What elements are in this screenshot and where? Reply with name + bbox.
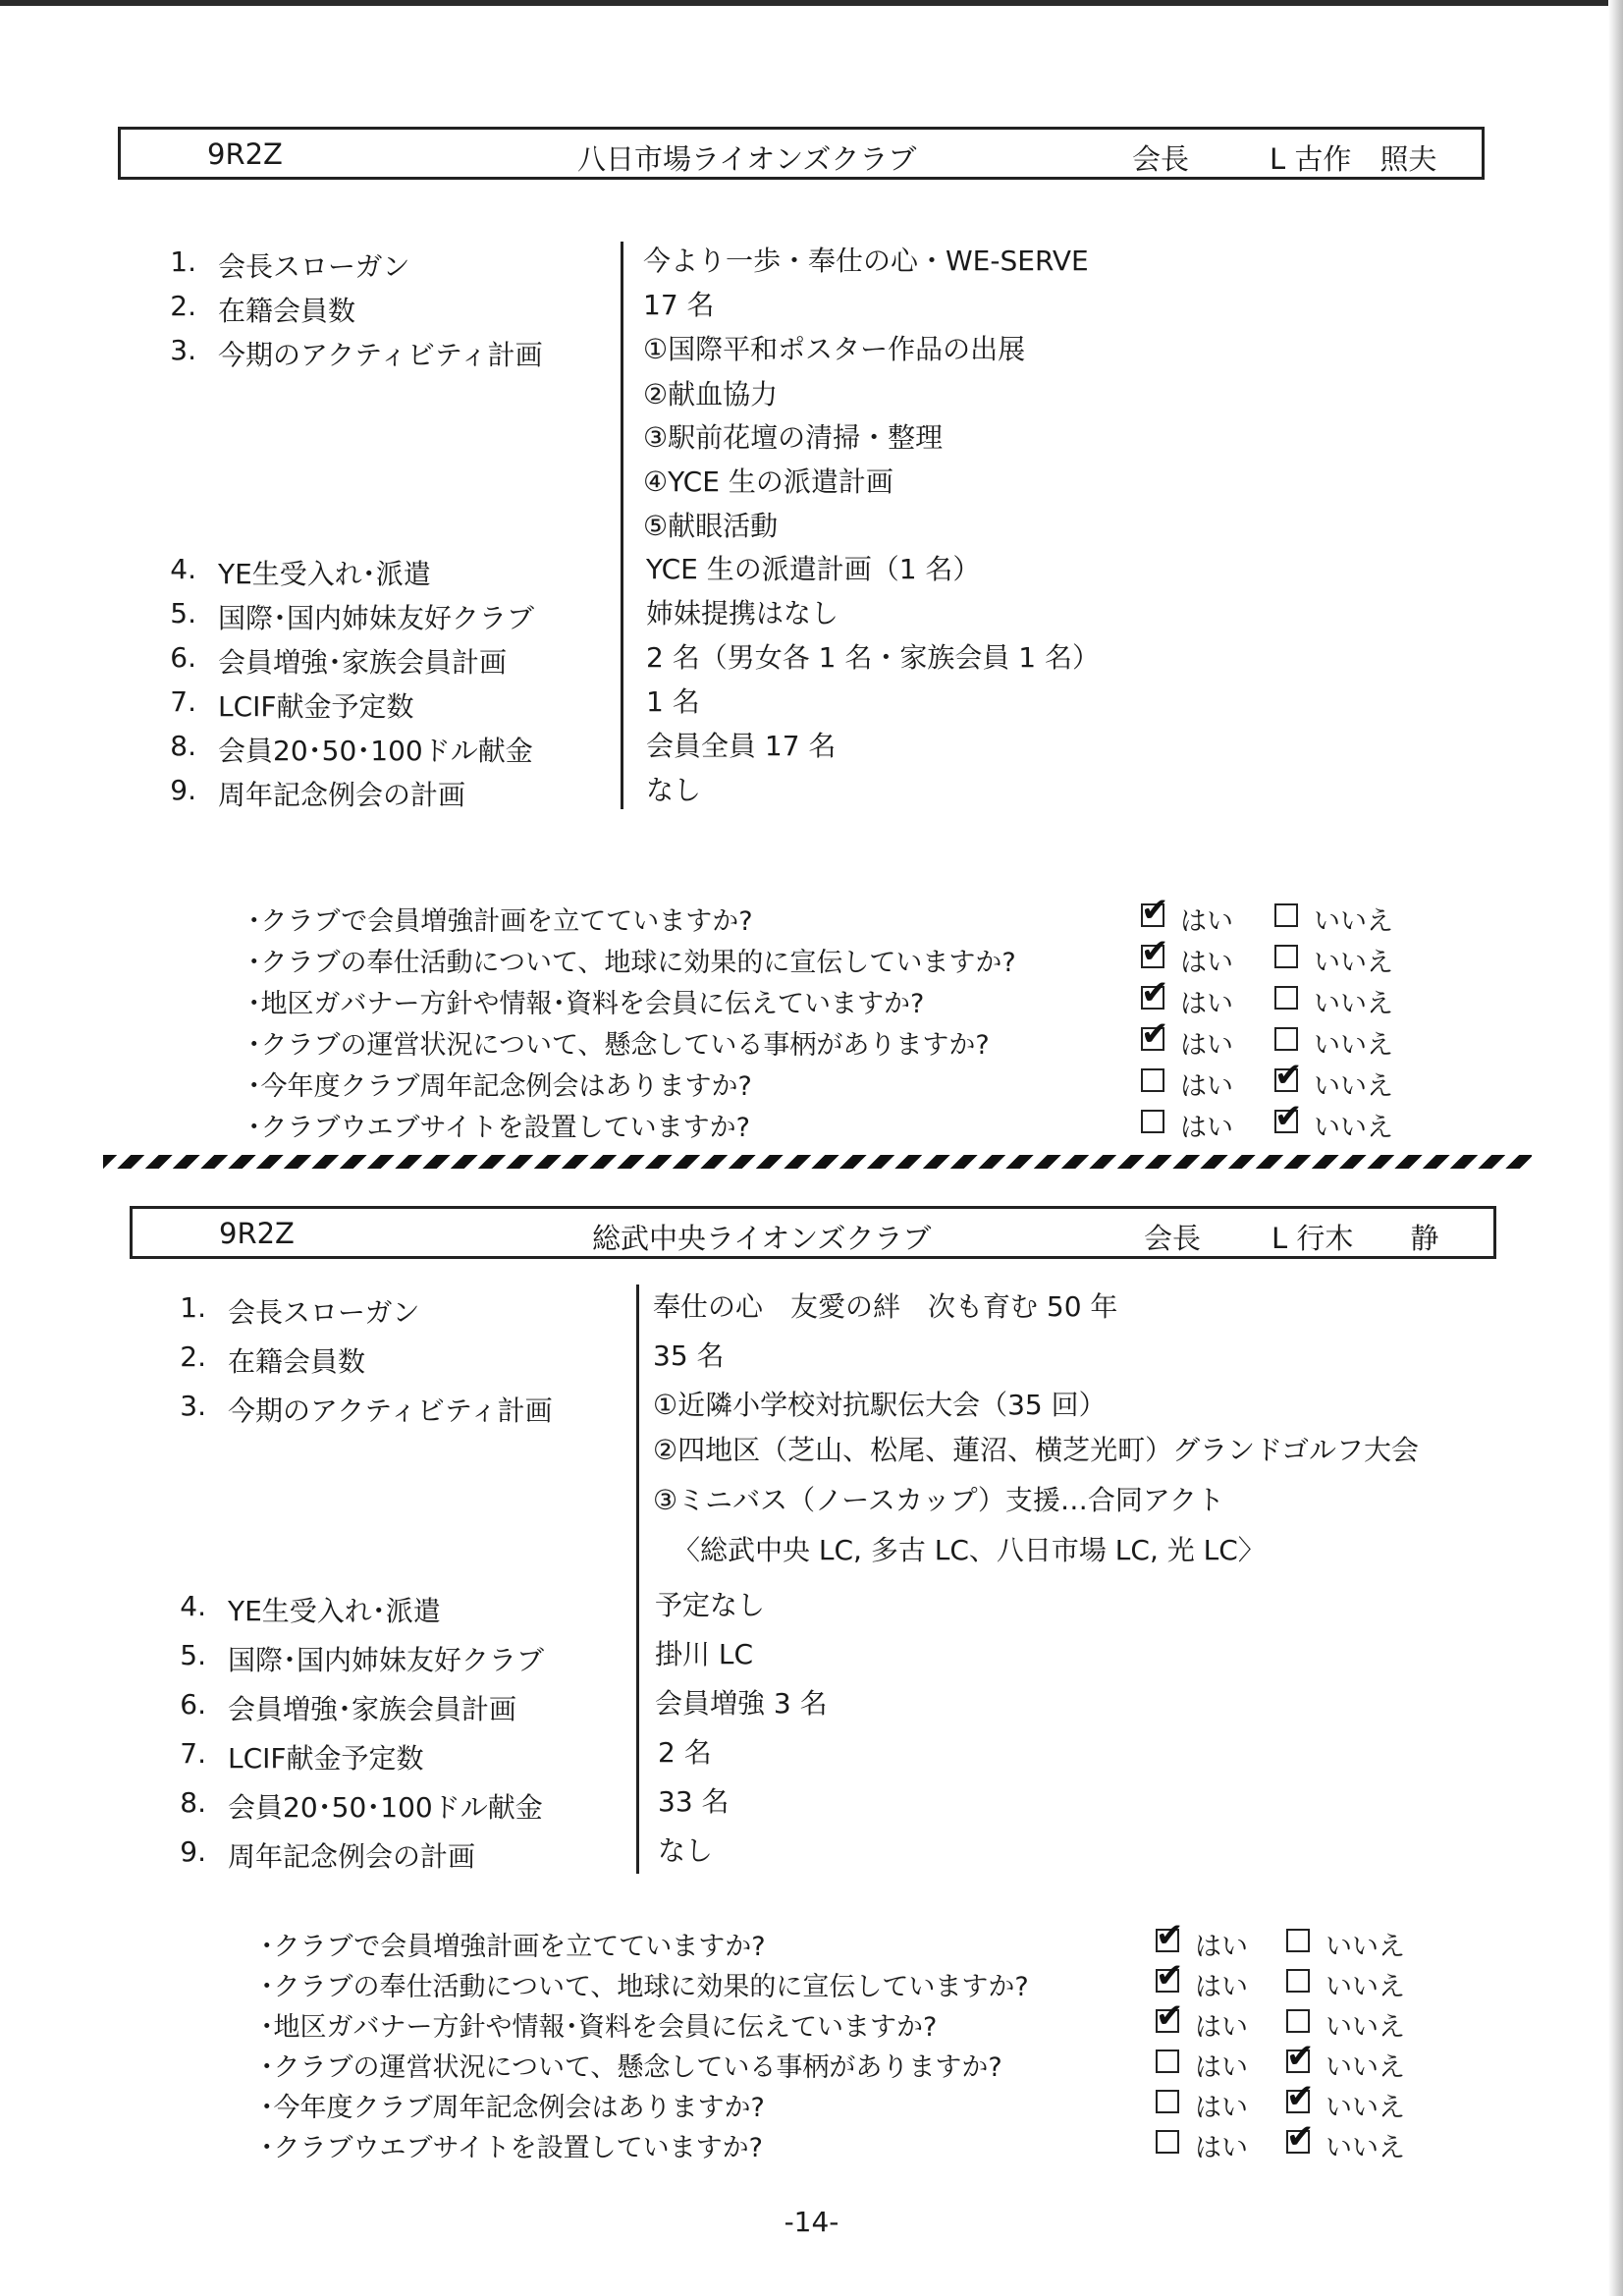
item-value: YCE 生の派遣計画（1 名） [646, 553, 981, 585]
items-divider-line [636, 1285, 639, 1874]
item-label: 会長スローガン [218, 250, 410, 283]
no-label: いいえ [1325, 2093, 1405, 2123]
check-mark-icon: ✔ [1156, 1996, 1184, 2036]
no-checkbox[interactable] [1274, 903, 1298, 927]
question-text: ･クラブの奉仕活動について、地球に効果的に宣伝していますか? [247, 948, 1016, 978]
no-checkbox[interactable] [1286, 1969, 1310, 1993]
item-value: ②四地区（芝山、松尾、蓮沼、横芝光町）グランドゴルフ大会 [653, 1434, 1419, 1466]
yes-label: はい [1195, 1932, 1248, 1962]
no-checkbox[interactable] [1286, 2009, 1310, 2033]
item-number: 4. [180, 1590, 206, 1622]
question-text: ･クラブで会員増強計画を立てていますか? [260, 1932, 766, 1962]
item-label: LCIF献金予定数 [228, 1742, 424, 1775]
zone-code: 9R2Z [219, 1217, 295, 1250]
yes-checkbox[interactable] [1141, 1068, 1164, 1092]
check-mark-icon: ✔ [1286, 2077, 1315, 2116]
item-value: ③ミニバス（ノースカップ）支援…合同アクト [653, 1484, 1225, 1516]
no-checkbox[interactable] [1274, 986, 1298, 1010]
president-name: L 行木 静 [1271, 1222, 1439, 1255]
no-label: いいえ [1314, 1113, 1393, 1143]
item-value: ④YCE 生の派遣計画 [643, 465, 893, 498]
item-label: 国際･国内姉妹友好クラブ [218, 602, 535, 634]
item-label: 今期のアクティビティ計画 [228, 1394, 553, 1427]
item-number: 2. [170, 290, 196, 322]
question-text: ･今年度クラブ周年記念例会はありますか? [260, 2093, 765, 2123]
page-right-edge [1608, 0, 1623, 2296]
zone-code: 9R2Z [207, 137, 283, 171]
no-label: いいえ [1314, 1030, 1393, 1061]
item-value: 奉仕の心 友愛の絆 次も育む 50 年 [653, 1290, 1118, 1323]
page-number: -14- [784, 2206, 839, 2238]
check-mark-icon: ✔ [1156, 1916, 1184, 1955]
no-checkbox[interactable] [1274, 1056, 1303, 1095]
item-value: なし [646, 774, 702, 806]
no-label: いいえ [1325, 2052, 1405, 2083]
role-label: 会長 [1144, 1222, 1202, 1255]
yes-checkbox[interactable] [1141, 932, 1169, 971]
question-text: ･クラブの奉仕活動について、地球に効果的に宣伝していますか? [260, 1972, 1029, 2002]
no-label: いいえ [1325, 2012, 1405, 2043]
item-value: ①国際平和ポスター作品の出展 [643, 333, 1026, 365]
item-number: 1. [170, 246, 196, 278]
check-mark-icon: ✔ [1141, 1014, 1169, 1054]
no-label: いいえ [1314, 948, 1393, 978]
yes-checkbox[interactable] [1156, 2130, 1179, 2154]
item-value: 会員全員 17 名 [646, 730, 837, 762]
question-text: ･地区ガバナー方針や情報･資料を会員に伝えていますか? [260, 2012, 938, 2043]
question-text: ･クラブで会員増強計画を立てていますか? [247, 906, 753, 937]
check-mark-icon: ✔ [1274, 1097, 1303, 1136]
item-label: 周年記念例会の計画 [228, 1840, 476, 1873]
yes-label: はい [1180, 1113, 1233, 1143]
question-text: ･クラブウエブサイトを設置していますか? [260, 2133, 763, 2163]
check-mark-icon: ✔ [1156, 1956, 1184, 1995]
no-checkbox[interactable] [1286, 2077, 1315, 2116]
role-label: 会長 [1132, 142, 1190, 176]
item-number: 1. [180, 1291, 206, 1324]
check-mark-icon: ✔ [1274, 1056, 1303, 1095]
item-number: 2. [180, 1340, 206, 1373]
club-header [118, 127, 1485, 180]
yes-checkbox[interactable] [1141, 1014, 1169, 1054]
no-checkbox[interactable] [1286, 2037, 1315, 2076]
item-value: 予定なし [655, 1589, 766, 1621]
item-number: 5. [170, 597, 196, 629]
club-name: 八日市場ライオンズクラブ [577, 142, 917, 176]
item-number: 8. [170, 730, 196, 762]
item-number: 3. [170, 334, 196, 366]
item-value: 17 名 [643, 289, 715, 321]
item-number: 9. [170, 774, 196, 806]
item-label: 会員20･50･100ドル献金 [228, 1791, 543, 1824]
yes-checkbox[interactable] [1141, 973, 1169, 1012]
yes-label: はい [1195, 2012, 1248, 2043]
no-checkbox[interactable] [1274, 945, 1298, 968]
yes-label: はい [1180, 1071, 1233, 1102]
item-number: 9. [180, 1835, 206, 1868]
check-mark-icon: ✔ [1286, 2117, 1315, 2157]
yes-label: はい [1180, 906, 1233, 937]
item-value: 2 名 [658, 1736, 712, 1769]
club-header [130, 1206, 1496, 1259]
yes-checkbox[interactable] [1141, 891, 1169, 930]
president-name: L 古作 照夫 [1270, 142, 1437, 176]
item-number: 7. [170, 685, 196, 718]
item-value: ⑤献眼活動 [643, 510, 779, 542]
item-value: 掛川 LC [655, 1638, 754, 1670]
yes-label: はい [1180, 948, 1233, 978]
item-value: ②献血協力 [643, 378, 779, 410]
item-number: 4. [170, 553, 196, 585]
question-text: ･クラブウエブサイトを設置していますか? [247, 1113, 750, 1143]
no-checkbox[interactable] [1286, 2117, 1315, 2157]
item-value: 33 名 [658, 1785, 730, 1818]
yes-label: はい [1195, 2133, 1248, 2163]
item-label: 会長スローガン [228, 1296, 420, 1329]
question-text: ･地区ガバナー方針や情報･資料を会員に伝えていますか? [247, 989, 925, 1019]
yes-checkbox[interactable] [1156, 2050, 1179, 2073]
item-value: 会員増強 3 名 [655, 1687, 828, 1720]
check-mark-icon: ✔ [1141, 932, 1169, 971]
item-label: 国際･国内姉妹友好クラブ [228, 1644, 545, 1676]
item-label: LCIF献金予定数 [218, 690, 414, 723]
item-value: 1 名 [646, 685, 700, 718]
no-label: いいえ [1325, 1932, 1405, 1962]
yes-label: はい [1180, 989, 1233, 1019]
no-label: いいえ [1314, 989, 1393, 1019]
yes-checkbox[interactable] [1156, 2090, 1179, 2113]
item-label: 今期のアクティビティ計画 [218, 339, 543, 371]
check-mark-icon: ✔ [1141, 973, 1169, 1012]
section-divider [103, 1155, 1532, 1169]
question-text: ･クラブの運営状況について、懸念している事柄がありますか? [260, 2052, 1002, 2083]
no-checkbox[interactable] [1274, 1027, 1298, 1051]
yes-label: はい [1195, 2052, 1248, 2083]
item-number: 3. [180, 1390, 206, 1422]
item-number: 6. [180, 1688, 206, 1721]
item-number: 8. [180, 1786, 206, 1819]
item-label: 周年記念例会の計画 [218, 779, 466, 811]
item-label: 在籍会員数 [228, 1345, 366, 1378]
item-label: 会員20･50･100ドル献金 [218, 735, 533, 767]
item-value: 35 名 [653, 1339, 725, 1372]
no-label: いいえ [1325, 2133, 1405, 2163]
item-value: 姉妹提携はなし [646, 597, 839, 629]
no-label: いいえ [1314, 906, 1393, 937]
yes-label: はい [1195, 1972, 1248, 2002]
item-label: YE生受入れ･派遣 [228, 1595, 441, 1627]
items-divider-line [621, 242, 623, 809]
yes-label: はい [1195, 2093, 1248, 2123]
check-mark-icon: ✔ [1141, 891, 1169, 930]
item-value: なし [658, 1834, 714, 1867]
item-label: YE生受入れ･派遣 [218, 558, 431, 590]
no-label: いいえ [1314, 1071, 1393, 1102]
check-mark-icon: ✔ [1286, 2037, 1315, 2076]
no-checkbox[interactable] [1286, 1929, 1310, 1952]
item-number: 7. [180, 1737, 206, 1770]
no-label: いいえ [1325, 1972, 1405, 2002]
yes-checkbox[interactable] [1141, 1110, 1164, 1133]
no-checkbox[interactable] [1274, 1097, 1303, 1136]
item-value: 今より一歩・奉仕の心・WE-SERVE [643, 245, 1089, 277]
question-text: ･今年度クラブ周年記念例会はありますか? [247, 1071, 752, 1102]
item-value: 〈総武中央 LC, 多古 LC、八日市場 LC, 光 LC〉 [673, 1534, 1266, 1566]
item-label: 会員増強･家族会員計画 [218, 646, 508, 679]
item-label: 会員増強･家族会員計画 [228, 1693, 517, 1725]
item-label: 在籍会員数 [218, 295, 356, 327]
page-top-edge [0, 0, 1623, 6]
item-value: ①近隣小学校対抗駅伝大会（35 回） [653, 1389, 1107, 1421]
item-number: 5. [180, 1639, 206, 1671]
yes-label: はい [1180, 1030, 1233, 1061]
yes-checkbox[interactable] [1156, 1996, 1184, 2036]
item-number: 6. [170, 641, 196, 674]
item-value: ③駅前花壇の清掃・整理 [643, 421, 944, 454]
club-name: 総武中央ライオンズクラブ [592, 1222, 932, 1255]
yes-checkbox[interactable] [1156, 1956, 1184, 1995]
yes-checkbox[interactable] [1156, 1916, 1184, 1955]
item-value: 2 名（男女各 1 名・家族会員 1 名） [646, 641, 1100, 674]
question-text: ･クラブの運営状況について、懸念している事柄がありますか? [247, 1030, 990, 1061]
